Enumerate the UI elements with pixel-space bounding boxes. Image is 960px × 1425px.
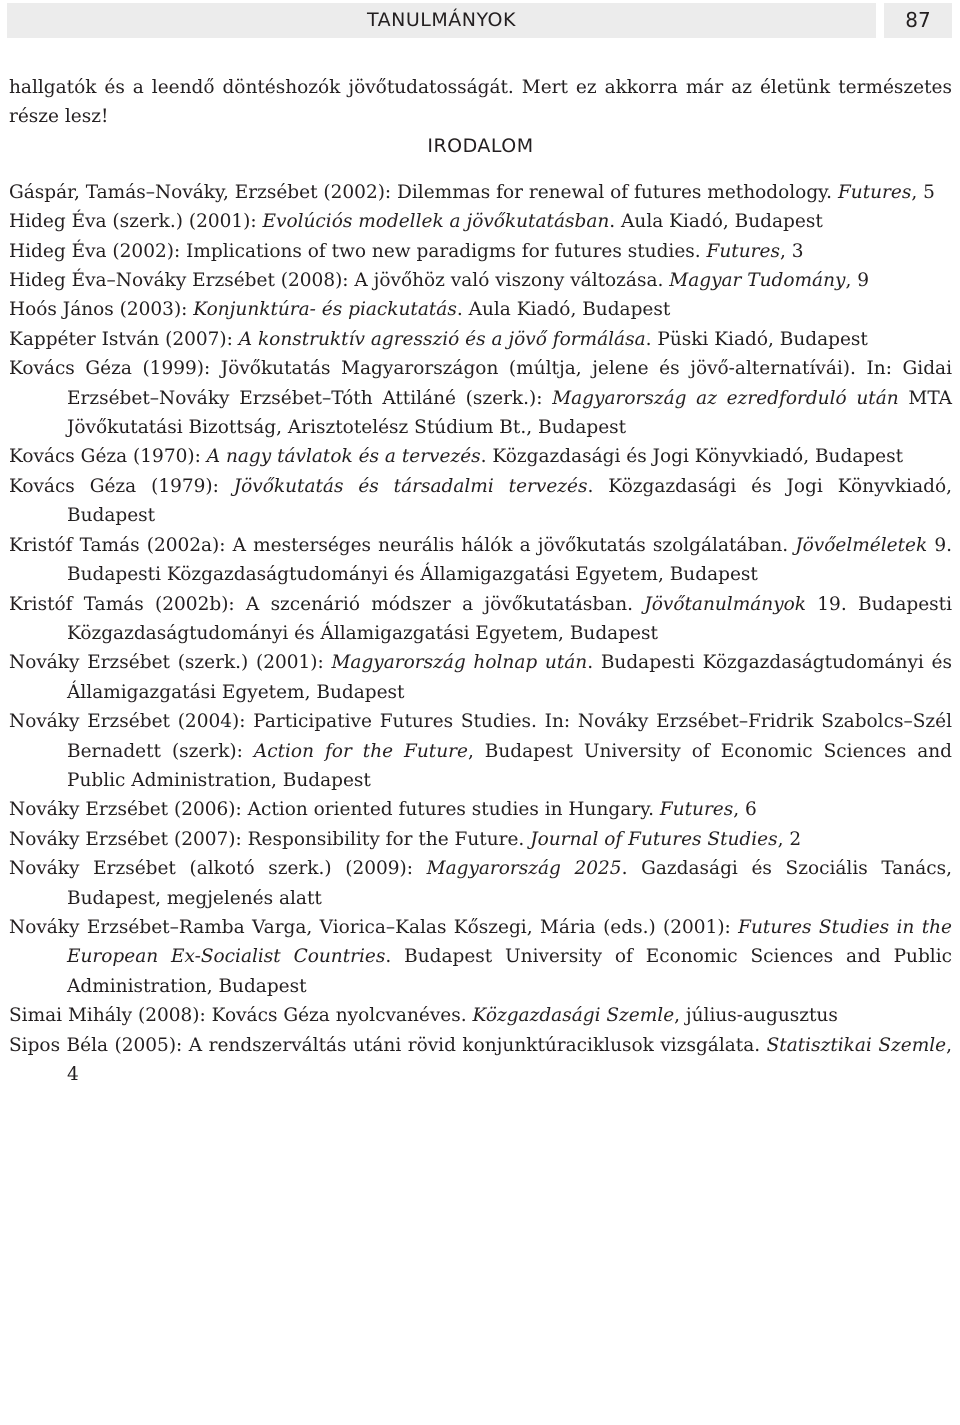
reference-text: , 6 [733, 799, 757, 821]
reference-text: . Püski Kiadó, Budapest [645, 328, 868, 350]
reference-text: , 4 [67, 1034, 952, 1085]
reference-title-italic: Jövőelméletek [795, 534, 928, 556]
reference-text: 19. Budapesti Közgazdaságtudományi és Államigazgatási Egyetem, Budapest [67, 593, 952, 644]
reference-entry [9, 442, 952, 471]
reference-title-italic: Jövőtanulmányok [644, 593, 806, 615]
reference-title-italic: Magyarország az ezredforduló után [552, 387, 899, 409]
reference-text: , 5 [911, 181, 935, 203]
reference-entry [9, 237, 952, 266]
reference-title-italic: Statisztikai Szemle [766, 1034, 947, 1056]
reference-text: . Közgazdasági és Jogi Könyvkiadó, Budapest [67, 475, 952, 527]
reference-text: 9. Budapesti Közgazdaságtudományi és Államigazgatási Egyetem, Budapest [67, 534, 952, 586]
reference-text: Simai Mihály (2008): Kovács Géza nyolcvanéves. [9, 1005, 473, 1027]
reference-text: . Aula Kiadó, Budapest [609, 211, 823, 233]
reference-list [9, 178, 952, 1090]
reference-entry [9, 207, 952, 236]
reference-text: Nováky Erzsébet (2006): Action oriented futures studies in Hungary. [9, 799, 660, 821]
reference-title-italic: Evolúciós modellek a jövőkutatásban [262, 211, 610, 233]
reference-title-italic: Magyarország 2025 [426, 858, 622, 880]
reference-entry [9, 266, 952, 295]
reference-entry [9, 354, 952, 442]
reference-text: . Budapesti Közgazdaságtudományi és Államigazgatási Egyetem, Budapest [67, 652, 953, 703]
reference-entry [9, 854, 952, 913]
reference-text: Kovács Géza (1979): [9, 475, 234, 497]
page-body [9, 73, 952, 1089]
reference-text: Kristóf Tamás (2002a): A mesterséges neurális hálók a jövőkutatás szolgálatában. [9, 534, 796, 556]
reference-title-italic: Futures [706, 240, 780, 262]
reference-title-italic: Jövőkutatás és társadalmi tervezés [233, 475, 588, 497]
reference-title-italic: Futures [659, 799, 734, 821]
reference-entry [9, 472, 952, 531]
reference-title-italic: Action for the Future [253, 740, 468, 762]
reference-entry [9, 590, 952, 649]
reference-text: Hideg Éva (2002): Implications of two new paradigms for futures studies. [9, 240, 707, 262]
reference-text: , július-augusztus [674, 1005, 838, 1027]
reference-text: , 9 [845, 270, 869, 292]
reference-text: , 3 [779, 240, 804, 262]
reference-text: Hideg Éva (szerk.) (2001): [9, 211, 263, 233]
reference-title-italic: Magyar Tudomány [669, 270, 846, 292]
reference-text: Hideg Éva–Nováky Erzsébet (2008): A jövőhöz való viszony változása. [9, 270, 670, 292]
reference-text: Kappéter István (2007): [9, 328, 239, 350]
section-heading-irodalom: IRODALOM [427, 134, 534, 157]
section-running-title: TANULMÁNYOK [367, 9, 516, 31]
reference-title-italic: Journal of Futures Studies [530, 828, 778, 850]
reference-text: . Közgazdasági és Jogi Könyvkiadó, Budapest [480, 446, 904, 468]
reference-entry [9, 1031, 952, 1090]
reference-entry [9, 707, 952, 795]
reference-entry [9, 795, 952, 824]
reference-entry [9, 531, 952, 590]
reference-text: Gáspár, Tamás–Nováky, Erzsébet (2002): Dilemmas for renewal of futures methodology. [9, 181, 838, 203]
reference-text: , Budapest University of Economic Sciences and Public Administration, Budapest [67, 740, 952, 791]
reference-text: . Budapest University of Economic Sciences and Public Administration, Budapest [67, 946, 952, 997]
intro-paragraph: hallgatók és a leendő döntéshozók jövőtudatosságát. Mert ez akkorra már az életünk természetes része lesz! [9, 77, 952, 128]
running-header [7, 3, 952, 38]
reference-text: Sipos Béla (2005): A rendszerváltás utáni rövid konjunktúraciklusok vizsgálata. [9, 1034, 767, 1056]
reference-entry [9, 648, 952, 707]
reference-entry [9, 178, 952, 207]
reference-entry [9, 1001, 952, 1030]
reference-text: . Gazdasági és Szociális Tanács, Budapest, megjelenés alatt [67, 858, 952, 909]
reference-text: , 2 [777, 828, 802, 850]
reference-title-italic: Futures [837, 181, 912, 203]
reference-text: Nováky Erzsébet (szerk.) (2001): [9, 652, 332, 674]
reference-text: Nováky Erzsébet (2007): Responsibility for the Future. [9, 828, 531, 850]
reference-text: MTA Jövőkutatási Bizottság, Arisztotelész Stúdium Bt., Budapest [67, 387, 953, 439]
reference-entry [9, 825, 952, 854]
reference-text: Nováky Erzsébet–Ramba Varga, Viorica–Kalas Kőszegi, Mária (eds.) (2001): [9, 916, 739, 938]
reference-text: Kovács Géza (1999): Jövőkutatás Magyarországon (múltja, jelene és jövő-alternatívái). In: Gidai Erzsébet–Nováky Erzsébet–Tóth Attiláné (szerk.): [9, 358, 952, 409]
reference-title-italic: A nagy távlatok és a tervezés [206, 446, 481, 468]
reference-title-italic: Közgazdasági Szemle [472, 1005, 675, 1027]
reference-title-italic: A konstruktív agresszió és a jövő formálása [238, 328, 646, 350]
page-number: 87 [884, 3, 952, 38]
reference-title-italic: Magyarország holnap után [331, 652, 588, 674]
reference-text: Kristóf Tamás (2002b): A szcenárió módszer a jövőkutatásban. [9, 593, 645, 615]
reference-text: . Aula Kiadó, Budapest [456, 299, 671, 321]
reference-text: Nováky Erzsébet (2004): Participative Futures Studies. In: Nováky Erzsébet–Fridrik Szabolcs–Szél Bernadett (szerk): [9, 711, 952, 762]
reference-text: Hoós János (2003): [9, 299, 194, 321]
reference-title-italic: Futures Studies in the European Ex-Socialist Countries [67, 916, 952, 968]
reference-text: Kovács Géza (1970): [9, 446, 207, 468]
reference-text: Nováky Erzsébet (alkotó szerk.) (2009): [9, 858, 427, 880]
reference-entry [9, 325, 952, 354]
reference-title-italic: Konjunktúra- és piackutatás [193, 299, 457, 321]
reference-entry [9, 913, 952, 1001]
reference-entry [9, 295, 952, 324]
